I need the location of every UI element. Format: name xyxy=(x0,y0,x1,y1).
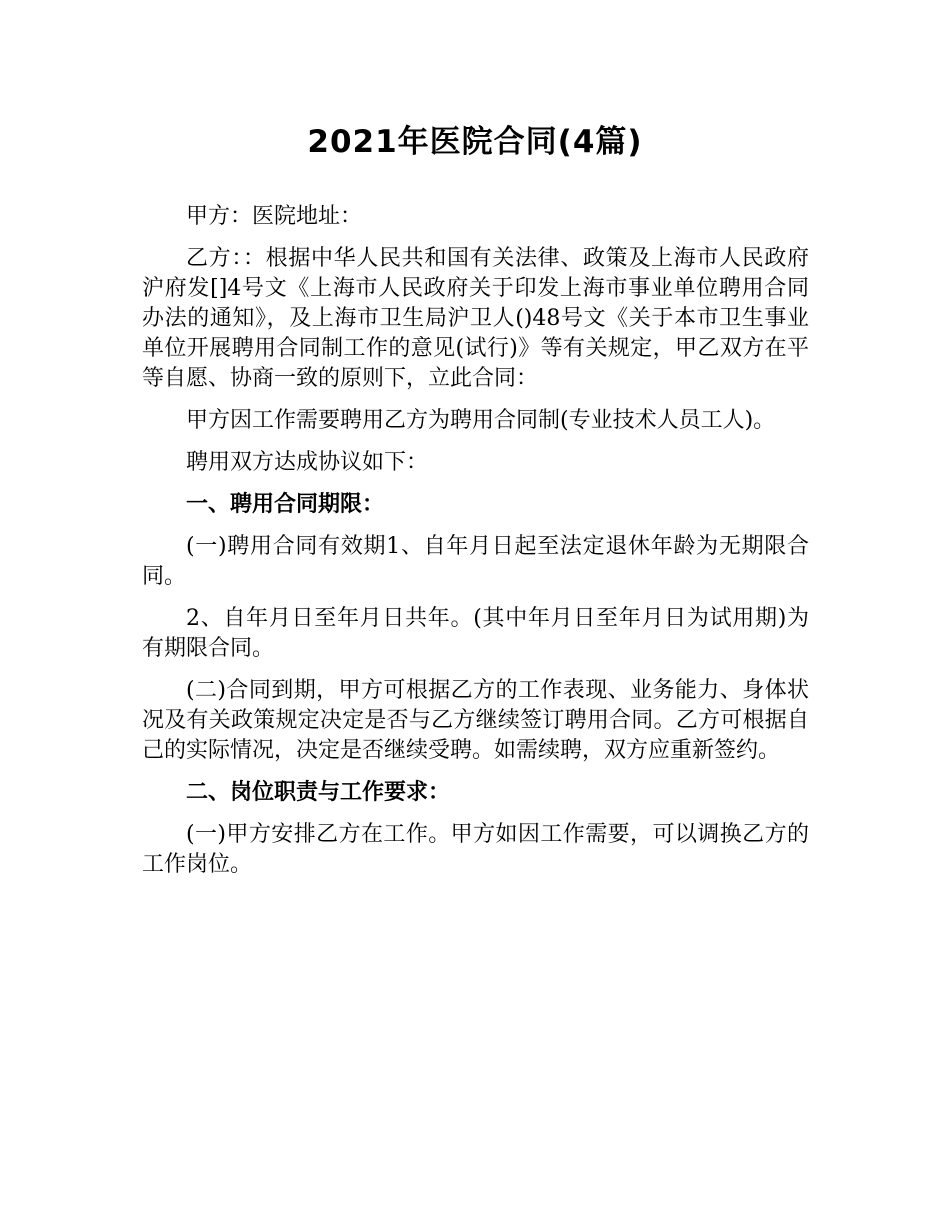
section-heading-duties: 二、岗位职责与工作要求： xyxy=(186,780,451,805)
term-clause-renewal: (二)合同到期，甲方可根据乙方的工作表现、业务能力、身体状况及有关政策规定决定是否与乙方继续签订聘用合同。乙方可根据自己的实际情况，决定是否继续受聘。如需续聘，双方应重新签约。 xyxy=(142,678,809,763)
document-body xyxy=(142,202,809,892)
duties-clause-1: (一)甲方安排乙方在工作。甲方如因工作需要，可以调换乙方的工作岗位。 xyxy=(142,822,809,877)
section-heading-term: 一、聘用合同期限： xyxy=(186,492,385,517)
document-title: 2021年医院合同(4篇) xyxy=(307,124,643,160)
term-clause-2: 2、自年月日至年月日共年。(其中年月日至年月日为试用期)为有期限合同。 xyxy=(142,606,809,661)
agreement-intro: 聘用双方达成协议如下： xyxy=(186,450,429,475)
employment-purpose: 甲方因工作需要聘用乙方为聘用合同制(专业技术人员工人)。 xyxy=(186,408,776,433)
party-a-line: 甲方：医院地址： xyxy=(186,204,363,229)
term-clause-1: (一)聘用合同有效期1、自年月日起至法定退休年龄为无期限合同。 xyxy=(142,534,809,589)
party-b-preamble: 乙方：：根据中华人民共和国有关法律、政策及上海市人民政府沪府发[]4号文《上海市人民政府关于印发上海市事业单位聘用合同办法的通知》，及上海市卫生局沪卫人()48号文《关于本市卫生事业单位开展聘用合同制工作的意见(试行)》等有关规定，甲乙双方在平等自愿、协商一致的原则下，立此合同： xyxy=(142,246,809,391)
